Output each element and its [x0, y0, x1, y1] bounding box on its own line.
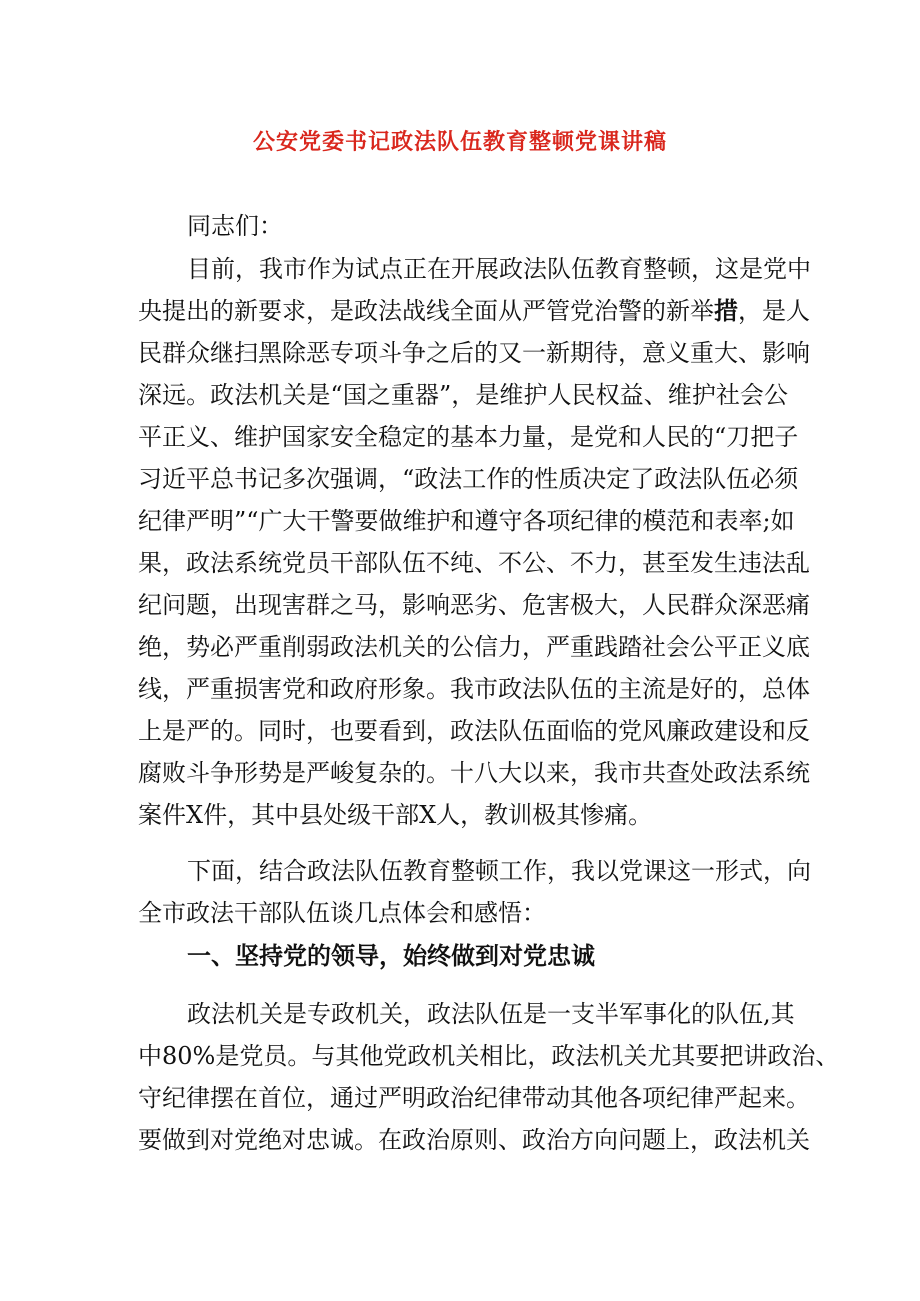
section-heading: 一、坚持党的领导，始终做到对党忠诚 — [187, 942, 595, 970]
bold-char: 措 — [714, 296, 738, 325]
paragraph-line: 民群众继扫黑除恶专项斗争之后的又一新期待，意义重大、影响 — [138, 339, 810, 367]
paragraph-line: 线，严重损害党和政府形象。我市政法队伍的主流是好的，总体 — [138, 675, 810, 703]
paragraph-line: 上是严的。同时，也要看到，政法队伍面临的党风廉政建设和反 — [138, 717, 810, 745]
document-title: 公安党委书记政法队伍教育整顿党课讲稿 — [252, 129, 667, 155]
paragraph-line: 中80%是党员。与其他党政机关相比，政法机关尤其要把讲政治、 — [138, 1042, 840, 1070]
paragraph-line: 案件X件，其中县处级干部X人，教训极其惨痛。 — [138, 801, 653, 829]
paragraph-line: 下面，结合政法队伍教育整顿工作，我以党课这一形式，向 — [187, 857, 811, 885]
paragraph-line: 腐败斗争形势是严峻复杂的。十八大以来，我市共查处政法系统 — [138, 759, 810, 787]
paragraph-line: 纪问题，出现害群之马，影响恶劣、危害极大，人民群众深恶痛 — [138, 591, 810, 619]
paragraph-line — [138, 291, 810, 331]
paragraph-line: 全市政法干部队伍谈几点体会和感悟： — [138, 899, 546, 927]
salutation: 同志们： — [187, 212, 283, 240]
paragraph-line: 果，政法系统党员干部队伍不纯、不公、不力，甚至发生违法乱 — [138, 549, 810, 577]
paragraph-line: 深远。政法机关是“国之重器”，是维护人民权益、维护社会公 — [138, 381, 788, 409]
paragraph-line: 要做到对党绝对忠诚。在政治原则、政治方向问题上，政法机关 — [138, 1126, 810, 1154]
paragraph-line: 绝，势必严重削弱政法机关的公信力，严重践踏社会公平正义底 — [138, 633, 810, 661]
paragraph-line: 政法机关是专政机关，政法队伍是一支半军事化的队伍,其 — [187, 1000, 795, 1028]
text-run: ，是人 — [738, 297, 810, 325]
paragraph-line: 纪律严明”“广大干警要做维护和遵守各项纪律的模范和表率;如 — [138, 507, 795, 535]
paragraph-line: 守纪律摆在首位，通过严明政治纪律带动其他各项纪律严起来。 — [138, 1084, 810, 1112]
text-run: 央提出的新要求，是政法战线全面从严管党治警的新举 — [138, 297, 714, 325]
paragraph-line: 目前，我市作为试点正在开展政法队伍教育整顿，这是党中 — [187, 255, 811, 283]
paragraph-line: 习近平总书记多次强调，“政法工作的性质决定了政法队伍必须 — [138, 465, 799, 493]
paragraph-line: 平正义、维护国家安全稳定的基本力量，是党和人民的“刀把子 — [138, 423, 799, 451]
